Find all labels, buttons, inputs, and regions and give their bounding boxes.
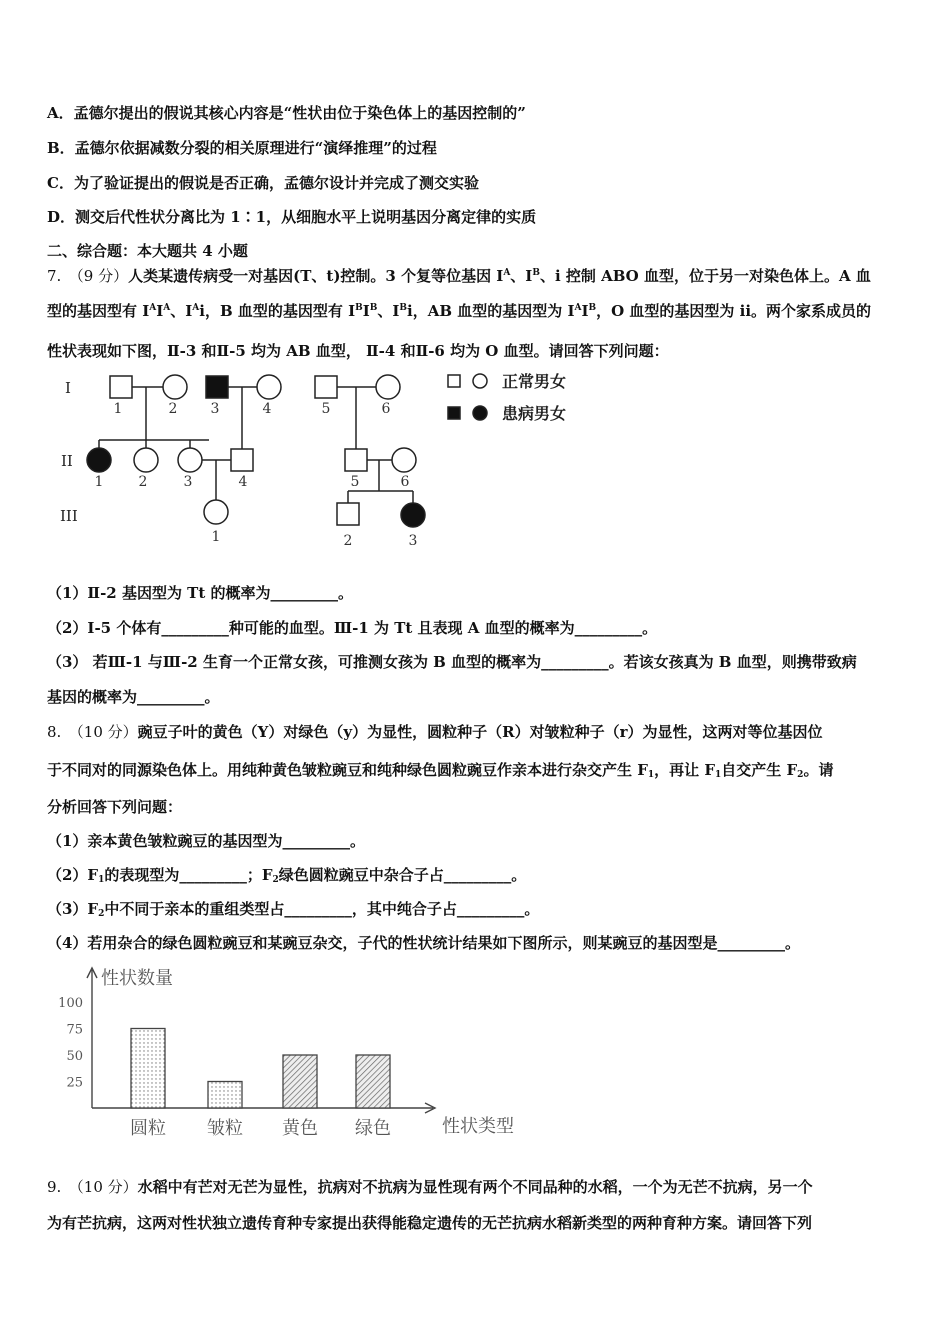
q7-line2: 型的基因型有 $I^AI^A$、$I^Ai$，B 血型的基因型有 $I^BI^B$、$I^Bi$，AB 血型的基因型为 $I^AI^B$，O 血型的基因型为 ii。两个家系成员的 [47, 302, 872, 320]
pedigree-II6-female [392, 448, 416, 472]
pedigree-III3-affected-female [401, 503, 425, 527]
legend-affected-female-icon [473, 406, 487, 420]
id-I1: 1 [113, 401, 123, 417]
id-III2: 2 [343, 533, 353, 549]
gen-label-II: II [61, 452, 73, 470]
x-category-label: 绿色 [355, 1118, 391, 1139]
bar-4 [356, 1055, 390, 1108]
pedigree-diagram [55, 365, 615, 555]
legend-normal-male-icon [448, 375, 460, 387]
y-axis-label: 性状数量 [101, 968, 173, 989]
id-I6: 6 [381, 401, 391, 417]
q7-number: 7. （9 分） [47, 267, 129, 285]
legend-normal-label: 正常男女 [502, 372, 567, 391]
q9-number: 9. （10 分） [47, 1178, 138, 1196]
y-tick-label: 25 [66, 1075, 83, 1091]
id-III1: 1 [211, 529, 221, 545]
x-axis-label: 性状类型 [442, 1116, 514, 1137]
q8-part1: （1）亲本黄色皱粒豌豆的基因型为_________。 [47, 832, 365, 850]
id-II2: 2 [138, 474, 148, 490]
q7-part3a: （3） 若Ⅲ-1 与Ⅲ-2 生育一个正常女孩，可推测女孩为 B 血型的概率为_________。若该女孩真为 B 血型，则携带致病 [47, 653, 857, 671]
q8-part4: （4）若用杂合的绿色圆粒豌豆和某豌豆杂交，子代的性状统计结果如下图所示，则某豌豆的基因型是_________。 [47, 934, 800, 952]
option-c: C．为了验证提出的假说是否正确，孟德尔设计并完成了测交实验 [47, 174, 479, 192]
gen-label-I: I [65, 379, 71, 397]
q8-line3: 分析回答下列问题： [47, 798, 183, 816]
option-d: D．测交后代性状分离比为 1∶1，从细胞水平上说明基因分离定律的实质 [47, 208, 537, 226]
id-I2: 2 [168, 401, 178, 417]
q7-part1: （1）Ⅱ-2 基因型为 Tt 的概率为_________。 [47, 584, 353, 602]
trait-bar-chart [55, 962, 555, 1147]
gen-label-III: III [60, 507, 78, 525]
q9-line1: 9. （10 分）水稻中有芒对无芒为显性，抗病对不抗病为显性现有两个不同品种的水稻，一个为无芒不抗病，另一个 [47, 1178, 813, 1196]
q8-line1: 8. （10 分）豌豆子叶的黄色（Y）对绿色（y）为显性，圆粒种子（R）对皱粒种子（r）为显性，这两对等位基因位 [47, 723, 823, 741]
id-II5: 5 [350, 474, 360, 490]
id-II1: 1 [94, 474, 104, 490]
y-tick-label: 100 [58, 996, 83, 1011]
q8-part3: $(3)F_2$中不同于亲本的重组类型占_________，其中纯合子占_________。 [47, 900, 540, 919]
pedigree-I5-male [315, 376, 337, 398]
q8-line2: 于不同对的同源染色体上。用纯种黄色皱粒豌豆和纯种绿色圆粒豌豆作亲本进行杂交产生 $F_1$，再让 $F_1$自交产生 $F_2$。请 [47, 761, 834, 780]
section-heading: 二、综合题：本大题共 4 小题 [47, 242, 248, 260]
legend-affected-label: 患病男女 [502, 404, 567, 423]
pedigree-II3-female [178, 448, 202, 472]
x-category-label: 黄色 [282, 1118, 318, 1139]
id-I3: 3 [210, 401, 220, 417]
q7-part2: （2）Ⅰ-5 个体有_________种可能的血型。Ⅲ-1 为 Tt 且表现 A 血型的概率为_________。 [47, 619, 658, 637]
id-I4: 4 [262, 401, 272, 417]
pedigree-I6-female [376, 375, 400, 399]
q8-part2: $(2)F_1$的表现型为_________；$F_2$绿色圆粒豌豆中杂合子占_________。 [47, 866, 527, 885]
pedigree-II2-female [134, 448, 158, 472]
pedigree-I1-male [110, 376, 132, 398]
bar-1 [131, 1029, 165, 1109]
pedigree-III2-male [337, 503, 359, 525]
option-a: A．孟德尔提出的假说其核心内容是“性状由位于染色体上的基因控制的” [47, 104, 526, 122]
x-category-label: 皱粒 [207, 1118, 243, 1139]
pedigree-III1-female [204, 500, 228, 524]
id-II4: 4 [238, 474, 248, 490]
pedigree-I4-female [257, 375, 281, 399]
q9-line2: 为有芒抗病，这两对性状独立遗传育种专家提出获得能稳定遗传的无芒抗病水稻新类型的两种育种方案。请回答下列 [47, 1214, 813, 1232]
legend-affected-male-icon [448, 407, 460, 419]
q7-line1: 7. （9 分）人类某遗传病受一对基因(T、t)控制。3 个复等位基因 $I^A$、$I^B$、i 控制 ABO 血型，位于另一对染色体上。A 血 [47, 267, 871, 285]
pedigree-I2-female [163, 375, 187, 399]
pedigree-II4-male [231, 449, 253, 471]
pedigree-II1-affected-female [87, 448, 111, 472]
id-II6: 6 [400, 474, 410, 490]
legend-normal-female-icon [473, 374, 487, 388]
q7-line3: 性状表现如下图，Ⅱ-3 和Ⅱ-5 均为 AB 血型， Ⅱ-4 和Ⅱ-6 均为 O 血型。请回答下列问题： [47, 342, 669, 360]
id-III3: 3 [408, 533, 418, 549]
x-category-label: 圆粒 [130, 1118, 166, 1139]
option-b: B．孟德尔依据减数分裂的相关原理进行“演绎推理”的过程 [47, 139, 437, 157]
pedigree-I3-affected-male [206, 376, 228, 398]
id-II3: 3 [183, 474, 193, 490]
y-tick-label: 75 [66, 1022, 83, 1038]
y-tick-label: 50 [66, 1049, 83, 1064]
bar-3 [283, 1055, 317, 1108]
pedigree-II5-male [345, 449, 367, 471]
bar-2 [208, 1082, 242, 1109]
q8-number: 8. （10 分） [47, 723, 138, 741]
id-I5: 5 [321, 401, 331, 417]
q7-part3b: 基因的概率为_________。 [47, 688, 220, 706]
